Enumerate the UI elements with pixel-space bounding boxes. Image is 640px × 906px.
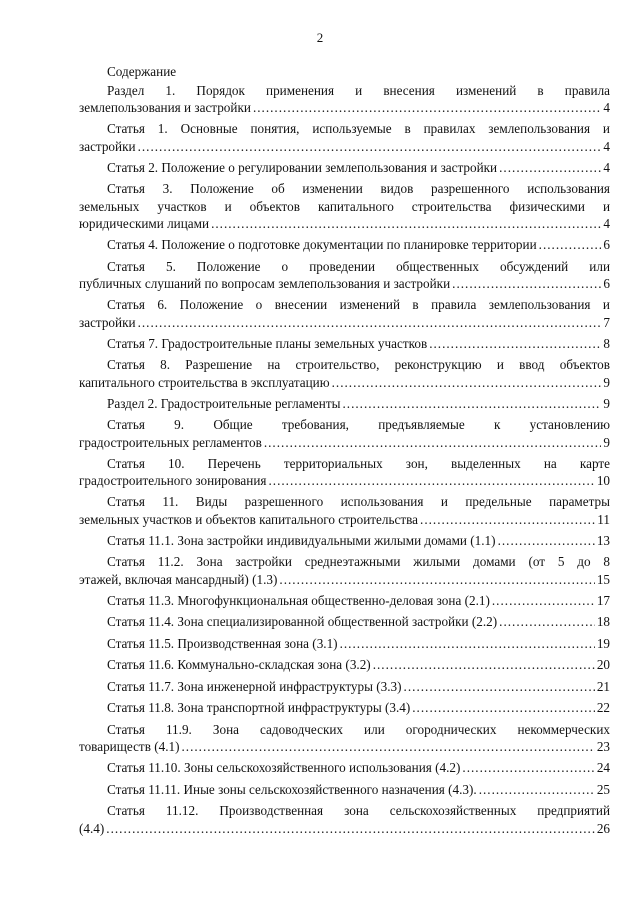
toc-entry [79, 635, 610, 653]
toc-entry-title: Статья 2. Положение о регулировании землепользования и застройки [107, 159, 498, 175]
toc-entry [79, 82, 610, 117]
toc-entry-title: Статья 11.5. Производственная зона (3.1) [107, 635, 338, 651]
toc-page-number: 7 [603, 314, 610, 330]
toc-entry-last-line [79, 532, 610, 550]
toc-entry-last-line [79, 635, 610, 653]
toc-entry-title: Статья 11.7. Зона инженерной инфраструктуры (3.3) [107, 678, 402, 694]
dot-leader [479, 781, 595, 799]
toc-entry-title: Статья 11.3. Многофункциональная общественно-деловая зона (2.1) [107, 592, 490, 608]
toc-entry-line: Статья 11.12. Производственная зона сельскохозяйственных предприятий [107, 803, 610, 818]
dot-leader [412, 699, 595, 717]
toc-page-number: 24 [596, 760, 610, 775]
dot-leader [342, 395, 601, 413]
toc-entry-last-line [79, 275, 610, 293]
toc-page-number: 11 [597, 511, 610, 527]
toc-entry-line: Статья 3. Положение об изменении видов разрешенного использования [107, 181, 610, 196]
toc-entry-title: Статья 11.6. Коммунально-складская зона (3.2) [107, 657, 371, 672]
toc-entry-line: Статья 11.2. Зона застройки среднеэтажными жилыми домами (от 5 до 8 [107, 554, 610, 569]
toc-entry-last-line [79, 656, 610, 674]
toc-entry [79, 416, 610, 451]
toc-entry-last-line [79, 215, 610, 233]
toc-entry-last-line [79, 759, 610, 777]
toc-entry [79, 159, 610, 177]
toc-entry-last-line [79, 738, 610, 756]
toc-page-number: 4 [603, 100, 610, 115]
toc-entry-title: землепользования и застройки [79, 100, 251, 115]
toc-entry-last-line [79, 236, 610, 254]
dot-leader [499, 613, 595, 631]
toc-entry [79, 721, 610, 756]
toc-entry [79, 180, 610, 233]
toc-page-number: 9 [603, 374, 610, 390]
toc-page-number: 6 [603, 237, 610, 252]
table-of-contents [79, 63, 610, 841]
toc-entry-last-line [79, 374, 610, 392]
toc-entry-last-line [79, 314, 610, 332]
toc-entry-title: застройки [79, 138, 136, 154]
toc-entry-line: Статья 11.9. Зона садоводческих или огороднических некоммерческих [107, 721, 610, 737]
toc-page-number: 17 [596, 592, 610, 608]
toc-entry-line: Статья 10. Перечень территориальных зон, выделенных на карте [107, 455, 610, 471]
toc-entry-title: товариществ (4.1) [79, 739, 180, 754]
dot-leader [181, 738, 594, 756]
toc-entry-line: Статья 8. Разрешение на строительство, реконструкцию и ввод объектов [107, 357, 610, 372]
dot-leader [420, 511, 595, 529]
toc-page-number: 21 [596, 678, 610, 694]
toc-entry [79, 335, 610, 353]
dot-leader [404, 678, 595, 696]
toc-entry [79, 553, 610, 588]
toc-page-number: 4 [603, 159, 610, 175]
toc-entry-last-line [79, 138, 610, 156]
dot-leader [264, 434, 602, 452]
toc-entry-line: Статья 9. Общие требования, предъявляемые к установлению [107, 417, 610, 432]
dot-leader [211, 215, 601, 233]
toc-entry [79, 759, 610, 777]
toc-entry-last-line [79, 678, 610, 696]
toc-entry-title: юридическими лицами [79, 216, 210, 231]
toc-entry-title: Статья 7. Градостроительные планы земельных участков [107, 335, 428, 351]
toc-page-number: 10 [596, 473, 610, 488]
toc-entry [79, 802, 610, 837]
dot-leader [492, 592, 595, 610]
toc-page-number: 13 [596, 532, 610, 548]
toc-entry-last-line [79, 820, 610, 838]
toc-entry-last-line [79, 99, 610, 117]
dot-leader [138, 138, 602, 156]
toc-entry-last-line [79, 571, 610, 589]
dot-leader [498, 532, 595, 550]
toc-page-number: 18 [596, 614, 610, 629]
toc-page-number: 4 [603, 216, 610, 231]
dot-leader [106, 820, 595, 838]
toc-page-number: 26 [596, 820, 610, 836]
toc-entry-title: Статья 4. Положение о подготовке документации по планировке территории [107, 237, 537, 252]
toc-entry-title: Статья 11.10. Зоны сельскохозяйственного использования (4.2) [107, 760, 461, 775]
toc-entry-title: градостроительных регламентов [79, 434, 262, 450]
toc-entry-line: земельных участков и объектов капитального строительства физическими и [79, 198, 610, 214]
toc-list [79, 82, 610, 838]
dot-leader [429, 335, 601, 353]
toc-entry [79, 656, 610, 674]
toc-entry-last-line [79, 395, 610, 413]
toc-entry-title: капитального строительства в эксплуатацию [79, 374, 330, 390]
toc-entry-title: градостроительного зонирования [79, 473, 267, 488]
toc-entry-title: этажей, включая мансардный) (1.3) [79, 571, 278, 587]
toc-entry-title: застройки [79, 314, 136, 330]
toc-entry-last-line [79, 613, 610, 631]
toc-page-number: 9 [603, 434, 610, 450]
toc-entry [79, 613, 610, 631]
dot-leader [332, 374, 602, 392]
toc-entry [79, 356, 610, 391]
toc-page-number: 22 [596, 700, 610, 715]
toc-entry-title: Раздел 2. Градостроительные регламенты [107, 395, 341, 411]
toc-heading: Содержание [107, 64, 177, 79]
toc-entry [79, 236, 610, 254]
toc-entry-last-line [79, 781, 610, 799]
dot-leader [268, 472, 594, 490]
toc-entry-title: Статья 11.1. Зона застройки индивидуальными жилыми домами (1.1) [107, 532, 496, 548]
toc-entry [79, 781, 610, 799]
toc-entry [79, 532, 610, 550]
toc-entry [79, 395, 610, 413]
toc-entry [79, 493, 610, 528]
toc-entry-title: (4.4) [79, 820, 105, 836]
toc-page-number: 9 [603, 395, 610, 411]
toc-entry-last-line [79, 511, 610, 529]
toc-entry-last-line [79, 159, 610, 177]
toc-entry [79, 455, 610, 490]
dot-leader [462, 759, 594, 777]
toc-entry-title: публичных слушаний по вопросам землепользования и застройки [79, 276, 451, 291]
toc-page-number: 23 [596, 739, 610, 754]
dot-leader [340, 635, 595, 653]
toc-entry-last-line [79, 699, 610, 717]
toc-entry [79, 592, 610, 610]
toc-entry-last-line [79, 335, 610, 353]
toc-entry-line: Статья 11. Виды разрешенного использования и предельные параметры [107, 494, 610, 509]
toc-entry [79, 296, 610, 331]
toc-page-number: 19 [596, 635, 610, 651]
toc-entry-title: Статья 11.8. Зона транспортной инфраструктуры (3.4) [107, 700, 411, 715]
dot-leader [539, 236, 602, 254]
toc-entry-last-line [79, 434, 610, 452]
toc-entry-line: Статья 1. Основные понятия, используемые в правилах землепользования и [107, 121, 610, 136]
dot-leader [452, 275, 601, 293]
toc-entry-line: Статья 6. Положение о внесении изменений в правила землепользования и [107, 297, 610, 312]
toc-entry-line: Статья 5. Положение о проведении общественных обсуждений или [107, 258, 610, 274]
dot-leader [373, 656, 595, 674]
toc-entry [79, 258, 610, 293]
toc-page-number: 25 [596, 781, 610, 797]
toc-entry-title: Статья 11.4. Зона специализированной общественной застройки (2.2) [107, 614, 498, 629]
toc-entry-title: Статья 11.11. Иные зоны сельскохозяйственного назначения (4.3). [107, 781, 477, 797]
toc-entry [79, 678, 610, 696]
dot-leader [499, 159, 601, 177]
toc-entry [79, 120, 610, 155]
toc-entry-last-line [79, 592, 610, 610]
dot-leader [253, 99, 601, 117]
toc-entry-last-line [79, 472, 610, 490]
toc-page-number: 20 [596, 657, 610, 672]
page-number: 2 [316, 30, 324, 45]
toc-entry-title: земельных участков и объектов капитального строительства [79, 511, 419, 527]
toc-entry-line: Раздел 1. Порядок применения и внесения изменений в правила [107, 82, 610, 98]
toc-page-number: 6 [603, 276, 610, 291]
toc-entry [79, 699, 610, 717]
dot-leader [138, 314, 602, 332]
toc-page-number: 8 [603, 335, 610, 351]
dot-leader [279, 571, 594, 589]
toc-page-number: 15 [596, 571, 610, 587]
toc-page-number: 4 [603, 138, 610, 154]
